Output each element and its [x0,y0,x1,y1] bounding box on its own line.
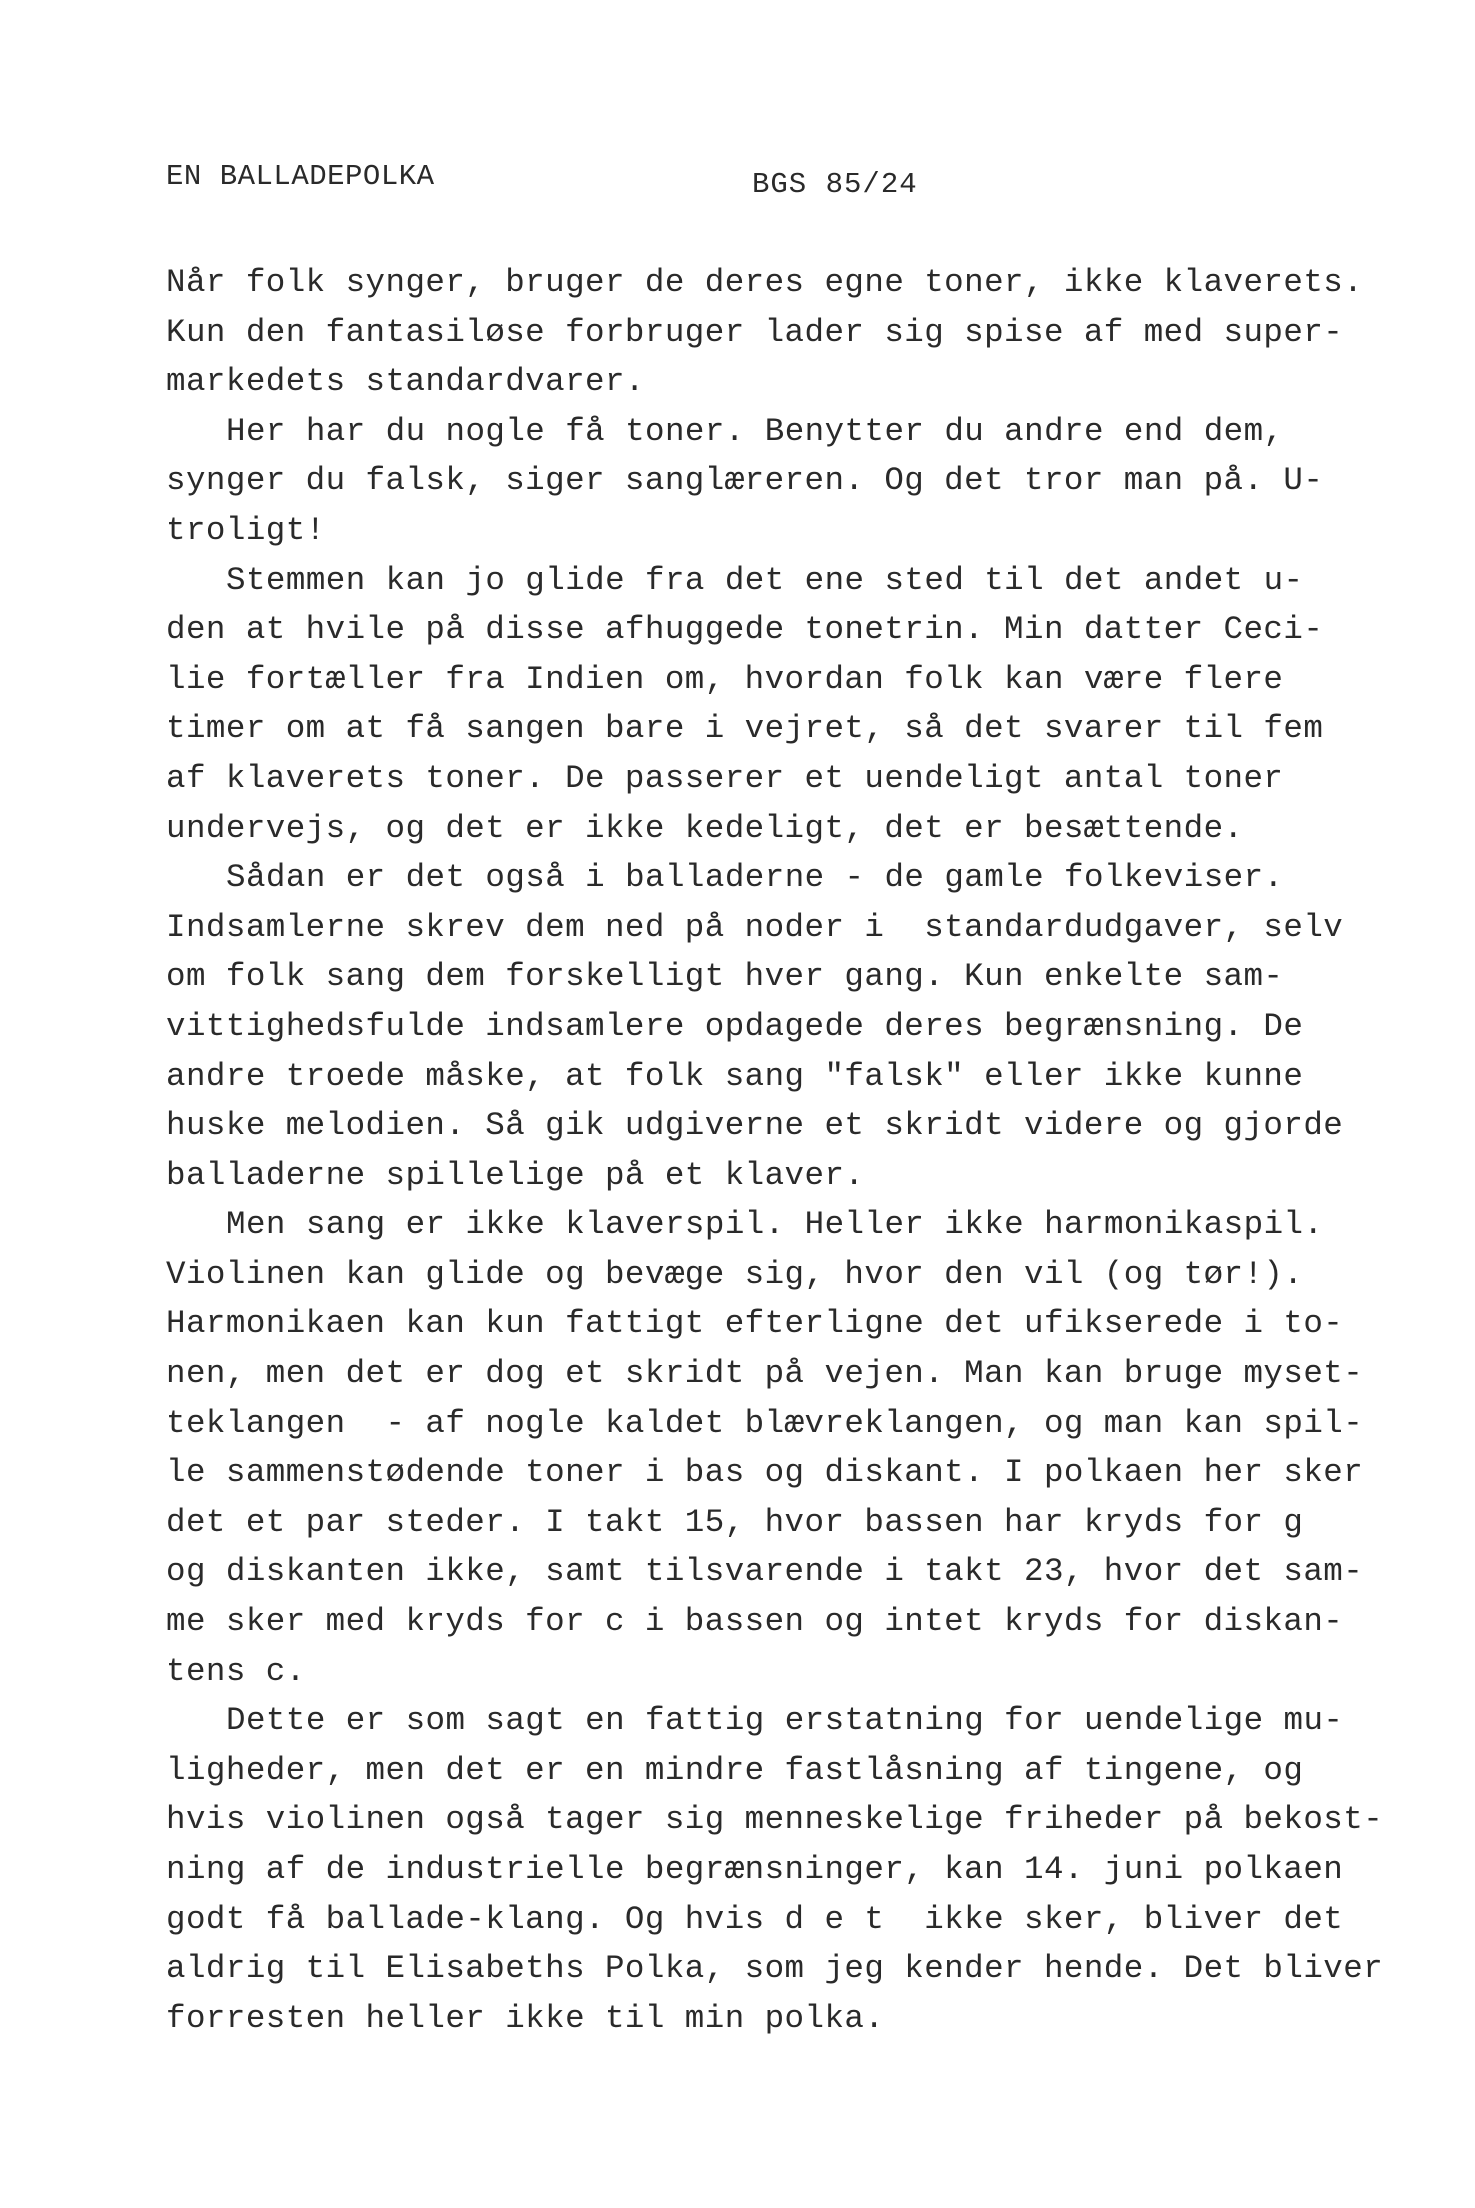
text-line: Men sang er ikke klaverspil. Heller ikke harmonikaspil. [226,1206,1324,1244]
text-line: det et par steder. I takt 15, hvor bassen har kryds for g [166,1503,1304,1541]
text-line: om folk sang dem forskelligt hver gang. Kun enkelte sam- [166,958,1284,996]
text-line: Her har du nogle få toner. Benytter du andre end dem, [226,412,1284,450]
text-line: troligt! [166,511,326,549]
text-line: Dette er som sagt en fattig erstatning for uendelige mu- [226,1702,1344,1740]
text-line: Indsamlerne skrev dem ned på noder i standardudgaver, selv [166,908,1344,946]
text-line: Sådan er det også i balladerne - de gamle folkeviser. [226,859,1284,897]
text-line: Stemmen kan jo glide fra det ene sted til det andet u- [226,561,1304,599]
text-line: tens c. [166,1652,306,1690]
document-title: EN BALLADEPOLKA [166,160,435,193]
document-reference: BGS 85/24 [752,168,918,201]
text-line: synger du falsk, siger sanglæreren. Og det tror man på. U- [166,462,1324,500]
text-line: godt få ballade-klang. Og hvis d e t ikke sker, bliver det [166,1900,1344,1938]
text-line: balladerne spillelige på et klaver. [166,1156,865,1194]
text-line: forresten heller ikke til min polka. [166,1999,885,2037]
text-line: me sker med kryds for c i bassen og intet kryds for diskan- [166,1603,1344,1641]
text-line: teklangen - af nogle kaldet blævreklangen, og man kan spil- [166,1404,1364,1442]
text-line: markedets standardvarer. [166,363,645,401]
text-line: aldrig til Elisabeths Polka, som jeg kender hende. Det bliver [166,1950,1384,1988]
text-line: Harmonikaen kan kun fattigt efterligne det ufikserede i to- [166,1305,1344,1343]
text-line: andre troede måske, at folk sang "falsk" eller ikke kunne [166,1057,1304,1095]
text-line: ligheder, men det er en mindre fastlåsning af tingene, og [166,1751,1304,1789]
text-line: le sammenstødende toner i bas og diskant. I polkaen her sker [166,1454,1364,1492]
text-line: den at hvile på disse afhuggede tonetrin. Min datter Ceci- [166,611,1324,649]
text-line: vittighedsfulde indsamlere opdagede deres begrænsning. De [166,1007,1304,1045]
text-line: hvis violinen også tager sig menneskelige friheder på bekost- [166,1801,1384,1839]
body-text [166,258,1416,2043]
text-line: ning af de industrielle begrænsninger, kan 14. juni polkaen [166,1851,1344,1888]
text-line: og diskanten ikke, samt tilsvarende i takt 23, hvor det sam- [166,1553,1364,1591]
text-line: huske melodien. Så gik udgiverne et skridt videre og gjorde [166,1107,1344,1145]
text-line: undervejs, og det er ikke kedeligt, det er besættende. [166,809,1244,847]
text-line: timer om at få sangen bare i vejret, så det svarer til fem [166,710,1324,748]
text-line: Violinen kan glide og bevæge sig, hvor den vil (og tør!). [166,1255,1304,1293]
text-line: Når folk synger, bruger de deres egne toner, ikke klaverets. [166,264,1364,301]
text-line: lie fortæller fra Indien om, hvordan folk kan være flere [166,660,1284,698]
text-line: Kun den fantasiløse forbruger lader sig spise af med super- [166,313,1344,351]
text-line: nen, men det er dog et skridt på vejen. Man kan bruge myset- [166,1355,1364,1393]
text-line: af klaverets toner. De passerer et uendeligt antal toner [166,759,1284,797]
